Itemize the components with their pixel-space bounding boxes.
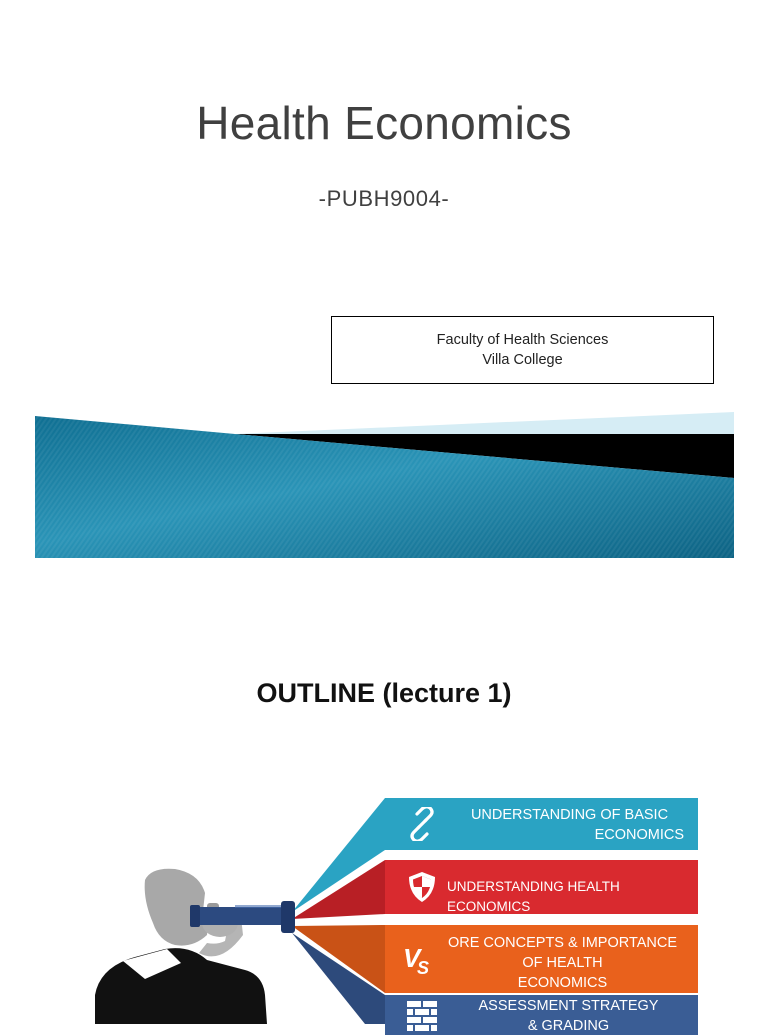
link-chain-icon xyxy=(405,807,439,841)
outline-item-3-line1: ORE CONCEPTS & IMPORTANCE xyxy=(447,935,678,951)
college-name: Villa College xyxy=(482,352,563,368)
outline-item-3-line3: ECONOMICS xyxy=(517,975,608,991)
outline-item-basic-economics xyxy=(385,798,698,850)
outline-item-health-economics xyxy=(385,860,698,914)
course-code: -PUBH9004- xyxy=(318,186,450,211)
outline-item-assessment xyxy=(385,995,698,1035)
outline-item-core-concepts xyxy=(385,925,698,993)
shield-icon xyxy=(405,870,439,904)
outline-title: OUTLINE (lecture 1) xyxy=(256,678,512,708)
outline-item-3-line2: OF HEALTH xyxy=(522,955,603,971)
outline-item-4-line1: ASSESSMENT STRATEGY xyxy=(478,998,659,1014)
faculty-box xyxy=(331,316,714,384)
slide-title: Health Economics xyxy=(196,97,572,149)
svg-text:V: V xyxy=(403,943,421,973)
person-body xyxy=(95,948,267,1024)
telescope-icon xyxy=(193,907,283,925)
outline-item-2-line1: UNDERSTANDING HEALTH ECONOMICS xyxy=(447,879,620,914)
vs-icon xyxy=(403,942,437,976)
outline-item-4-line2: & GRADING xyxy=(527,1018,610,1034)
decorative-banner xyxy=(35,412,734,558)
outline-item-1-line1: UNDERSTANDING OF BASIC xyxy=(470,807,669,823)
banner-light-strip xyxy=(235,412,734,434)
outline-item-1-line2: ECONOMICS xyxy=(594,827,684,843)
faculty-name: Faculty of Health Sciences xyxy=(436,332,609,348)
brick-wall-icon xyxy=(405,999,439,1033)
person-with-telescope xyxy=(95,795,395,1024)
svg-text:s: s xyxy=(417,958,430,976)
